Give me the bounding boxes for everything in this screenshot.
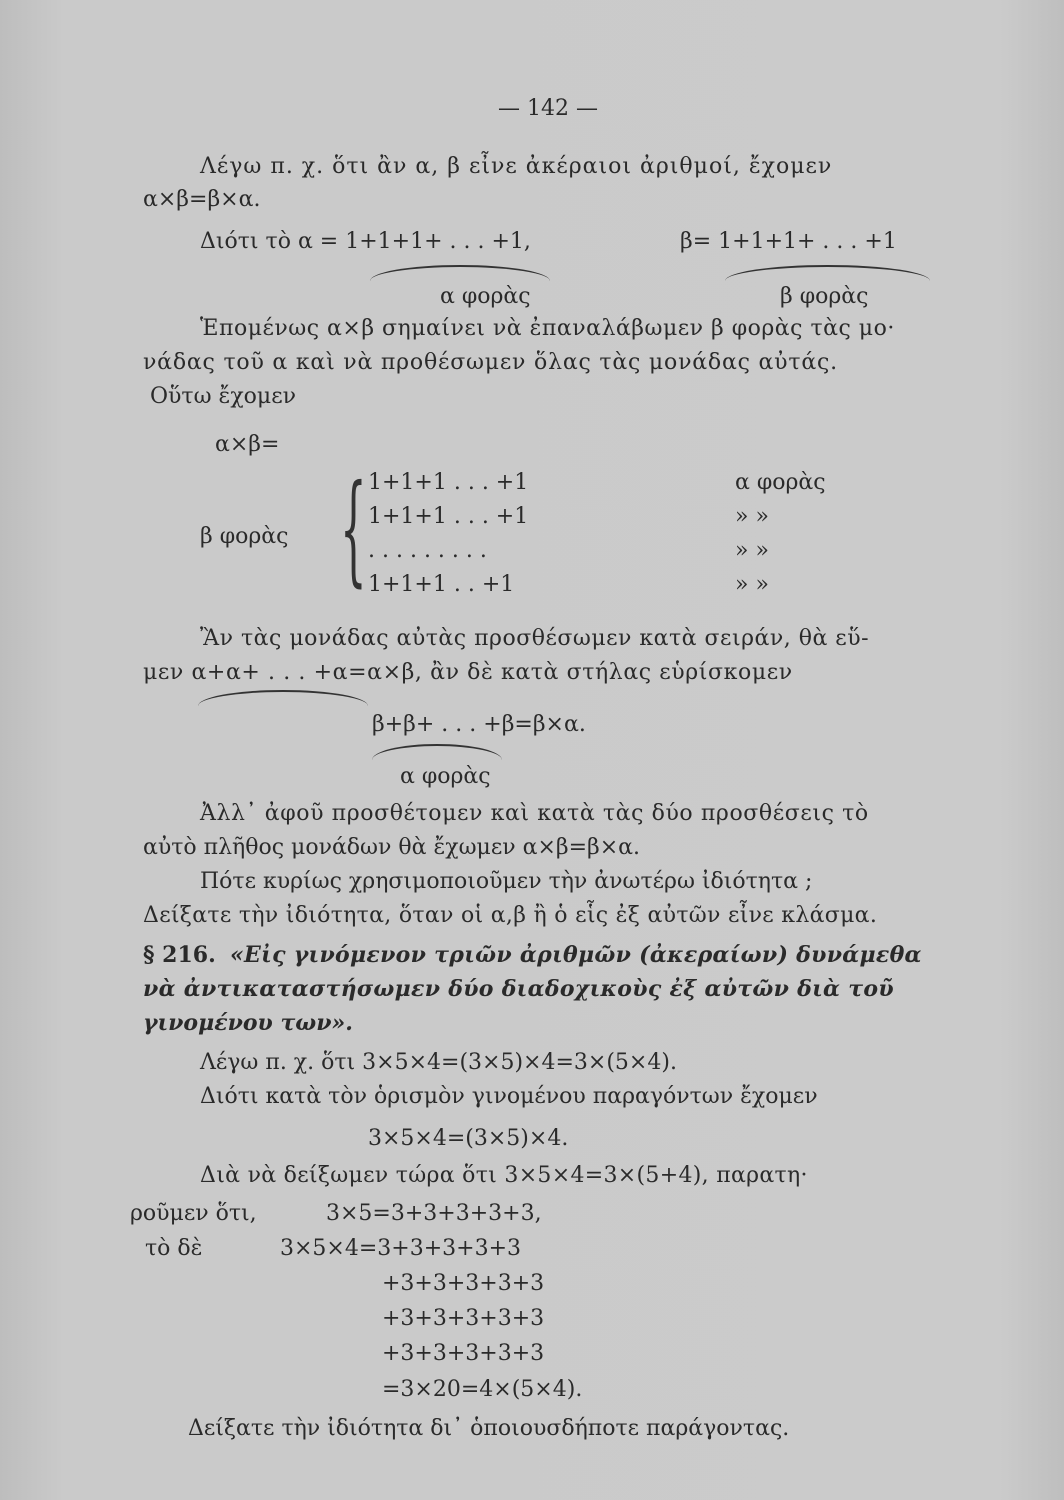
text-line: Διότι τὸ α = 1+1+1+ . . . +1, xyxy=(200,229,531,254)
brace-label: α φορὰς xyxy=(400,764,491,789)
text-line: Δείξατε τὴν ἰδιότητα, ὅταν οἱ α,β ἢ ὁ εἷς ἐξ αὐτῶν εἶνε κλάσμα. xyxy=(143,903,878,928)
text-line: +3+3+3+3+3 xyxy=(382,1306,545,1331)
text-line: Πότε κυρίως χρησιμοποιοῦμεν τὴν ἀνωτέρω ἰδιότητα ; xyxy=(200,869,813,894)
text-line: νάδας τοῦ α καὶ νὰ προθέσωμεν ὅλας τὰς μονάδας αὐτάς. xyxy=(143,350,838,375)
text-line: 3×5×4=(3×5)×4. xyxy=(368,1126,569,1151)
underbrace xyxy=(370,265,550,281)
text-line: Ἂν τὰς μονάδας αὐτὰς προσθέσωμεν κατὰ σειράν, θὰ εὕ- xyxy=(200,626,870,651)
brace-label: β φορὰς xyxy=(200,524,289,549)
brace-label: β φορὰς xyxy=(780,284,869,309)
section-number: § 216. xyxy=(143,942,216,968)
text-line: =3×20=4×(5×4). xyxy=(382,1377,583,1402)
text-line: Δείξατε τὴν ἰδιότητα δι᾿ ὁποιουσδήποτε παράγοντας. xyxy=(188,1416,790,1441)
text-line: ροῦμεν ὅτι, xyxy=(130,1201,257,1226)
text-line: 3×5×4=3+3+3+3+3 xyxy=(280,1236,522,1261)
row-label: » » xyxy=(735,538,769,563)
text-line: +3+3+3+3+3 xyxy=(382,1341,545,1366)
sum-row: 1+1+1 . . . +1 xyxy=(368,504,529,529)
text-line: 3×5=3+3+3+3+3, xyxy=(326,1201,542,1226)
text-line: β= 1+1+1+ . . . +1 xyxy=(680,229,897,254)
text-line: β+β+ . . . +β=β×α. xyxy=(372,712,586,737)
text-line: α×β= xyxy=(215,432,280,457)
text-line: +3+3+3+3+3 xyxy=(382,1271,545,1296)
left-curly-brace: { xyxy=(340,460,367,599)
sum-row: 1+1+1 . . . +1 xyxy=(368,470,529,495)
text-line: αὐτὸ πλῆθος μονάδων θὰ ἔχωμεν α×β=β×α. xyxy=(143,835,641,860)
row-label: » » xyxy=(735,504,769,529)
text-line: α×β=β×α. xyxy=(143,187,261,212)
text-line: Οὕτω ἔχομεν xyxy=(150,384,296,409)
underbrace xyxy=(372,744,502,760)
underbrace xyxy=(198,690,368,706)
text-line: Διότι κατὰ τὸν ὁρισμὸν γινομένου παραγόντων ἔχομεν xyxy=(200,1084,818,1109)
page-number: — 142 — xyxy=(498,96,598,121)
row-label: α φορὰς xyxy=(735,470,826,495)
sum-row: . . . . . . . . . xyxy=(368,538,487,563)
text-line: Λέγω π. χ. ὅτι 3×5×4=(3×5)×4=3×(5×4). xyxy=(200,1050,677,1075)
text-line: Ἑπομένως α×β σημαίνει νὰ ἐπαναλάβωμεν β φορὰς τὰς μο· xyxy=(200,316,895,341)
theorem-line: νὰ ἀντικαταστήσωμεν δύο διαδοχικοὺς ἐξ αὐτῶν διὰ τοῦ xyxy=(143,976,894,1002)
theorem-line: «Εἰς γινόμενον τριῶν ἀριθμῶν (ἀκεραίων) δυνάμεθα xyxy=(230,942,922,968)
text-line: μεν α+α+ . . . +α=α×β, ἂν δὲ κατὰ στήλας εὑρίσκομεν xyxy=(143,660,793,685)
row-label: » » xyxy=(735,572,769,597)
text-line: Λέγω π. χ. ὅτι ἂν α, β εἶνε ἀκέραιοι ἀριθμοί, ἔχομεν xyxy=(200,154,833,179)
text-line: Ἀλλ᾿ ἀφοῦ προσθέτομεν καὶ κατὰ τὰς δύο προσθέσεις τὸ xyxy=(200,801,869,826)
text-line: τὸ δὲ xyxy=(145,1236,203,1261)
text-line: Διὰ νὰ δείξωμεν τώρα ὅτι 3×5×4=3×(5+4), παρατη· xyxy=(200,1163,808,1188)
brace-label: α φορὰς xyxy=(440,284,531,309)
underbrace xyxy=(725,265,930,281)
theorem-line: γινομένου των». xyxy=(143,1010,353,1036)
sum-row: 1+1+1 . . +1 xyxy=(368,572,515,597)
